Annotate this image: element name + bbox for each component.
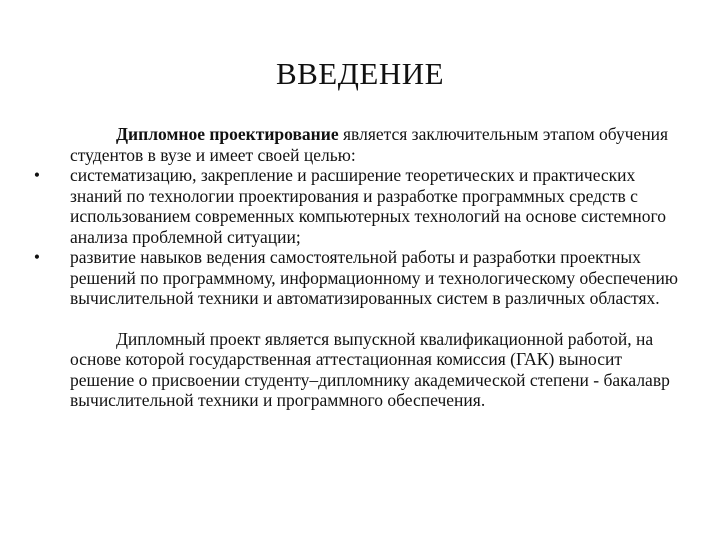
intro-rest: является заключительным этапом обучения студентов в вузе и имеет своей целью: — [70, 124, 669, 165]
intro-bold-lead: Дипломное проектирование — [116, 124, 339, 144]
goals-list — [33, 165, 690, 309]
slide-title: ВВЕДЕНИЕ — [275, 56, 445, 91]
bullet-icon: • — [33, 247, 41, 267]
list-item — [33, 247, 690, 309]
bullet-icon: • — [33, 165, 41, 185]
bullet-text: развитие навыков ведения самостоятельной работы и разработки проектных решений по программному, информационному и технологическому обеспечению вычислительной техники и автоматизированных систем в различных областях. — [70, 247, 678, 308]
bullet-text: систематизацию, закрепление и расширение теоретических и практических знаний по технологии проектирования и разработке программных средств с использованием современных компьютерных технологий на основе системного анализа проблемной ситуации; — [70, 165, 666, 247]
intro-paragraph — [70, 124, 690, 165]
list-item — [33, 165, 690, 247]
slide-body — [33, 124, 690, 411]
closing-paragraph: Дипломный проект является выпускной квалификационной работой, на основе которой государственная аттестационная комиссия (ГАК) выносит решение о присвоении студенту–дипломнику академической степени - бакалавр вычислительной техники и программного обеспечения. — [70, 328, 670, 410]
